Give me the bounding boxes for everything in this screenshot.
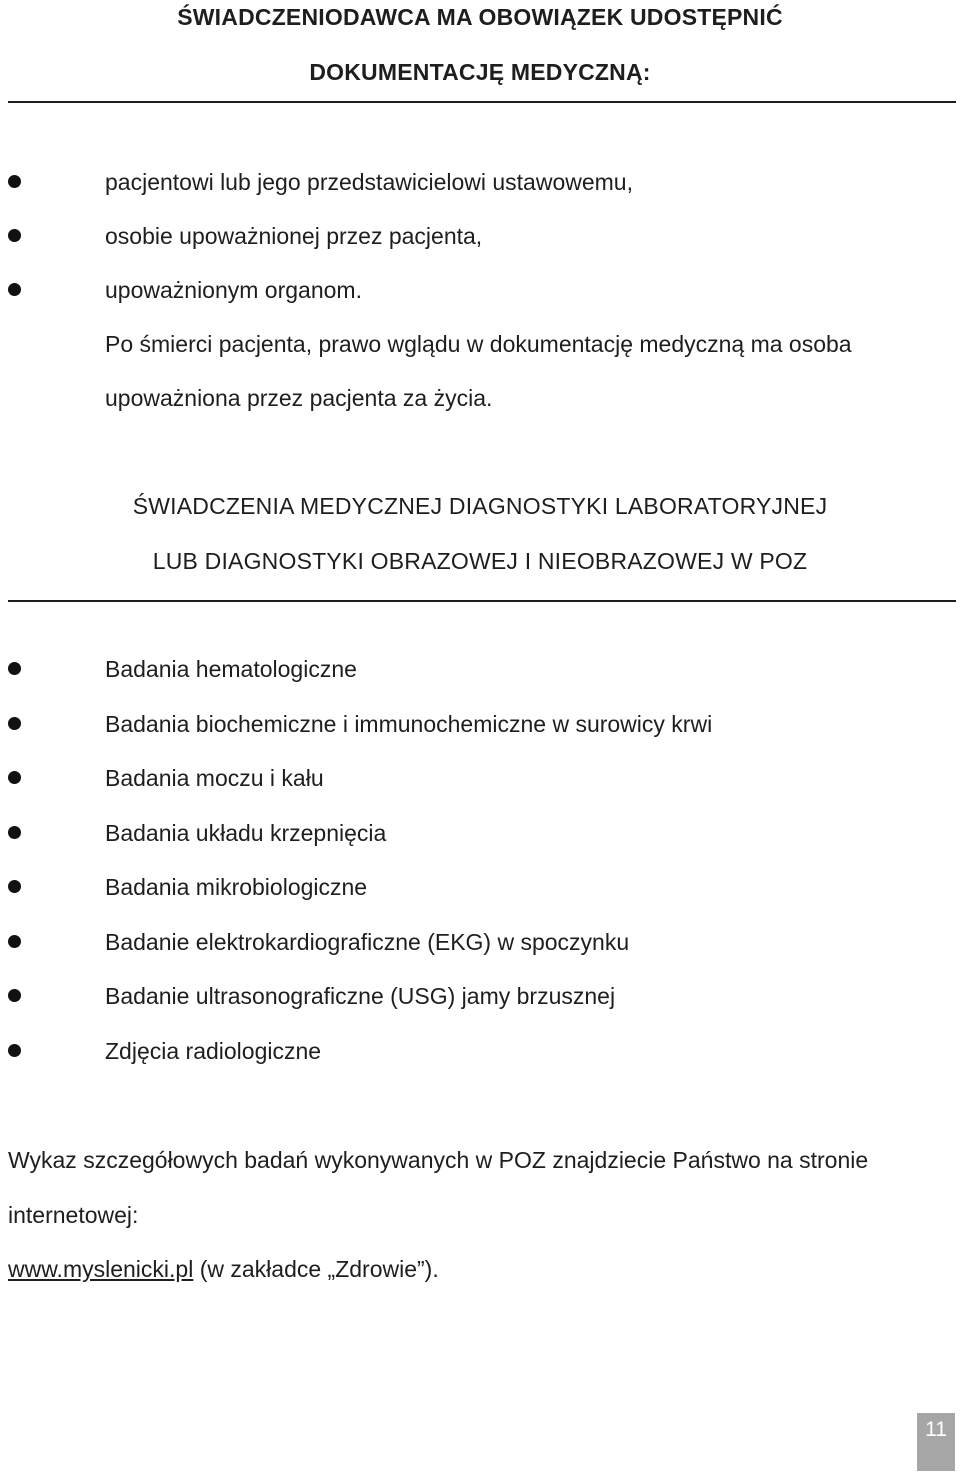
list-item-text: Badanie elektrokardiograficzne (EKG) w spoczynku — [105, 929, 630, 955]
list-item — [0, 870, 960, 904]
bullet-icon — [8, 717, 21, 730]
list-item-text: Badania układu krzepnięcia — [105, 820, 387, 846]
bullet-icon — [8, 989, 21, 1002]
list-item — [0, 219, 960, 253]
list-item-text: Zdjęcia radiologiczne — [105, 1038, 322, 1064]
list-item-text: Badania mikrobiologiczne — [105, 874, 368, 900]
bullet-icon — [8, 826, 21, 839]
list-item — [0, 761, 960, 795]
note-line2: upoważniona przez pacjenta za życia. — [105, 385, 493, 411]
list-item-text: Badania biochemiczne i immunochemiczne w surowicy krwi — [105, 711, 713, 737]
section2-heading-line1: ŚWIADCZENIA MEDYCZNEJ DIAGNOSTYKI LABORATORYJNEJ — [132, 493, 828, 519]
list-item — [0, 979, 960, 1013]
list-item-text: Badanie ultrasonograficzne (USG) jamy brzusznej — [105, 983, 616, 1009]
bullet-icon — [8, 771, 21, 784]
bullet-icon — [8, 880, 21, 893]
section2-divider — [8, 600, 956, 602]
section1-heading-line2: DOKUMENTACJĘ MEDYCZNĄ: — [309, 59, 651, 85]
list-item-text: pacjentowi lub jego przedstawicielowi ustawowemu, — [105, 169, 633, 195]
website-link[interactable]: www.myslenicki.pl — [8, 1256, 194, 1282]
note-line1: Po śmierci pacjenta, prawo wglądu w dokumentację medyczną ma osoba — [105, 331, 852, 357]
list-item — [0, 652, 960, 686]
list-item — [0, 816, 960, 850]
bullet-icon — [8, 175, 21, 188]
section1-divider — [8, 101, 956, 103]
bullet-icon — [8, 1044, 21, 1057]
footer-line3 — [8, 1252, 439, 1286]
list-item-text: Badania moczu i kału — [105, 765, 324, 791]
list-item-text: osobie upoważnionej przez pacjenta, — [105, 223, 483, 249]
list-item — [0, 925, 960, 959]
list-item — [0, 165, 960, 199]
list-item — [0, 273, 960, 307]
bullet-icon — [8, 229, 21, 242]
section2-heading-line2: LUB DIAGNOSTYKI OBRAZOWEJ I NIEOBRAZOWEJ W POZ — [152, 548, 808, 574]
footer-line2: internetowej: — [8, 1202, 139, 1228]
section1-heading-line1: ŚWIADCZENIODAWCA MA OBOWIĄZEK UDOSTĘPNIĆ — [177, 4, 783, 30]
list-item — [0, 707, 960, 741]
footer-line1: Wykaz szczegółowych badań wykonywanych w POZ znajdziecie Państwo na stronie — [8, 1147, 869, 1173]
bullet-icon — [8, 935, 21, 948]
bullet-icon — [8, 283, 21, 296]
list-item-text: upoważnionym organom. — [105, 277, 362, 303]
bullet-icon — [8, 662, 21, 675]
page-number: 11 — [917, 1413, 955, 1471]
link-suffix: (w zakładce „Zdrowie”). — [193, 1256, 439, 1282]
list-item-text: Badania hematologiczne — [105, 656, 357, 682]
list-item — [0, 1034, 960, 1068]
